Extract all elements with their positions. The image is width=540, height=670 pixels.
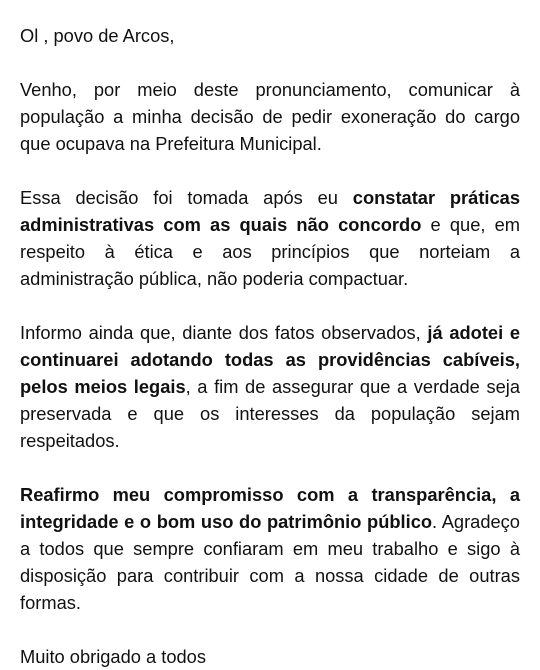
greeting: Ol , povo de Arcos,	[20, 25, 175, 46]
reason-bold-text: constatar práticas administrativas com as quais não concordo	[20, 187, 520, 235]
paragraph-reason	[20, 184, 520, 292]
commitment-bold-text: Reafirmo meu compromisso com a transparência, a integridade e o bom uso do patrimônio público	[20, 484, 520, 532]
closing: Muito obrigado a todos	[20, 646, 206, 667]
measures-text-end: , a fim de assegurar que a verdade seja preservada e que os interesses da população sejam respeitados.	[20, 376, 520, 451]
measures-bold-text: já adotei e continuarei adotando todas as providências cabíveis, pelos meios legais	[20, 322, 520, 397]
commitment-text-end: . Agradeço a todos que sempre confiaram em meu trabalho e sigo à disposição para contribuir com a nossa cidade de outras formas.	[20, 511, 520, 613]
reason-text-end: e que, em respeito à ética e aos princípios que norteiam a administração pública, não poderia compactuar.	[20, 214, 520, 289]
reason-text-start: Essa decisão foi tomada após eu	[20, 187, 353, 208]
paragraph-commitment	[20, 481, 520, 616]
paragraph-resignation: Venho, por meio deste pronunciamento, comunicar à população a minha decisão de pedir exoneração do cargo que ocupava na Prefeitura Municipal.	[20, 79, 520, 154]
statement-document	[20, 22, 520, 670]
measures-text-start: Informo ainda que, diante dos fatos observados,	[20, 322, 428, 343]
paragraph-measures	[20, 319, 520, 454]
